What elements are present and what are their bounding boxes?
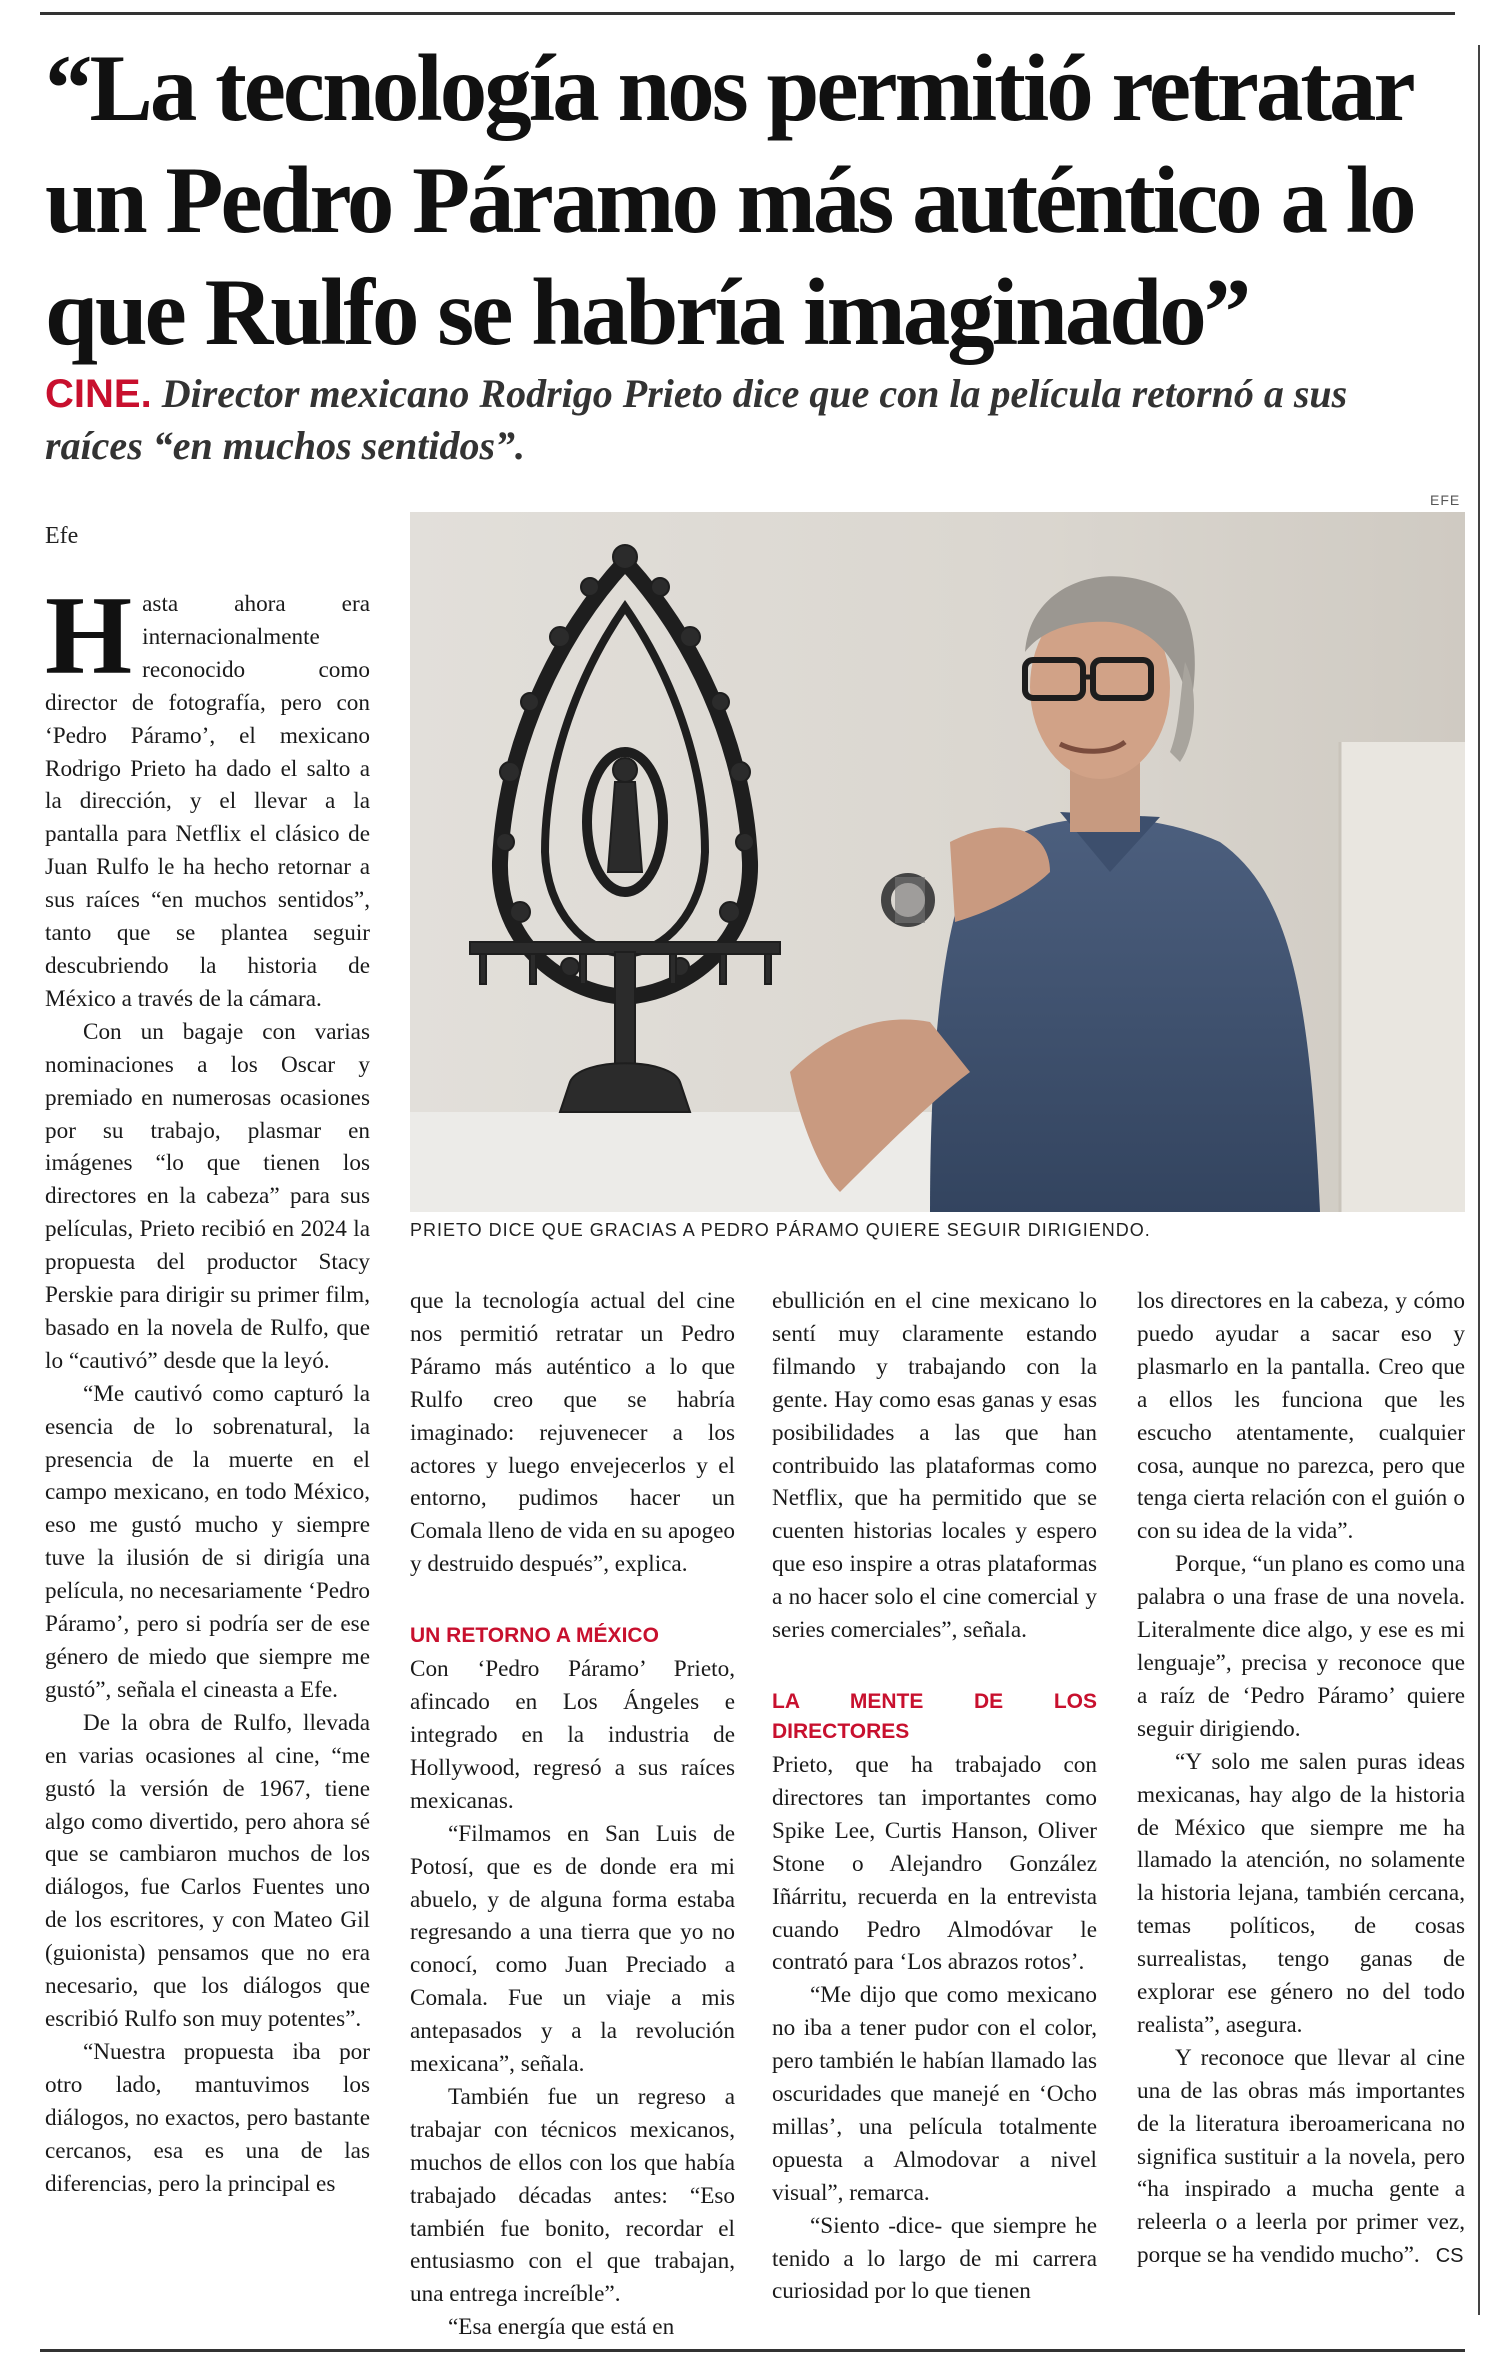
- article-paragraph: “Me cautivó como capturó la esencia de lo sobrenatural, la presencia de la muerte en el campo mexicano, en todo México, eso me gustó mucho y siempre tuve la ilusión de si dirigía una película, no necesariamente ‘Pedro Páramo’, pero si podría ser de ese género de miedo que siempre me gustó”, señala el cineasta a Efe.: [45, 1380, 370, 1703]
- article-paragraph: Y reconoce que llevar al cine una de las obras más importantes de la literatura iberoamericana no significa sustituir a la novela, pero “ha inspirado a mucha gente a releerla o a leerla por primer vez, porque se ha vendido mucho”. CS: [1137, 2044, 1465, 2269]
- article-paragraph: Prieto, que ha trabajado con directores tan importantes como Spike Lee, Curtis Hanson, Oliver Stone o Alejandro González Iñárritu, recuerda en la entrevista cuando Pedro Almodóvar le contrató para ‘Los abrazos rotos’.: [772, 1751, 1097, 1976]
- end-of-article-mark: CS: [1435, 2245, 1464, 2268]
- photo-credit: EFE: [1430, 492, 1461, 508]
- article-photo: [410, 512, 1465, 1212]
- headline: “La tecnología nos permitió retratar un Pedro Páramo más auténtico a lo que Rulfo se habría imaginado”: [45, 35, 1414, 365]
- article-paragraph: Porque, “un plano es como una palabra o una frase de una novela. Literalmente dice algo, y ese es mi lenguaje”, precisa y reconoce que a raíz de ‘Pedro Páramo’ quiere seguir dirigiendo.: [1137, 1551, 1465, 1742]
- article-paragraph: También fue un regreso a trabajar con técnicos mexicanos, muchos de ellos con los que había trabajado décadas antes: “Eso también fue bonito, recordar el entusiasmo con el que trabajan, una entrega increíble”.: [410, 2083, 735, 2308]
- article-column-2: [410, 1285, 735, 2344]
- section-label: CINE.: [45, 372, 152, 416]
- article-paragraph: que la tecnología actual del cine nos permitió retratar un Pedro Páramo más auténtico a lo que Rulfo creo que se habría imaginado: rejuvenecer a los actores y luego envejecerlos y el entorno, pudimos hacer un Comala lleno de vida en su apogeo y destruido después”, explica.: [410, 1288, 735, 1578]
- dropcap-letter: H: [45, 574, 133, 698]
- photo-illustration: [410, 512, 1465, 1212]
- subhead-la-mente-de-los-directores: LA MENTE DE LOS DIRECTORES: [772, 1689, 1097, 1743]
- subhead-un-retorno-a-mexico: UN RETORNO A MÉXICO: [410, 1624, 659, 1648]
- article-paragraph: “Filmamos en San Luis de Potosí, que es de donde era mi abuelo, y de alguna forma estaba regresando a una tierra que yo no conocí, como Juan Preciado a Comala. Fue un viaje a mis antepasados y a la revolución mexicana”, señala.: [410, 1820, 735, 2078]
- byline: Efe: [45, 523, 79, 549]
- article-paragraph: “Y solo me salen puras ideas mexicanas, hay algo de la historia de México que siempre me ha llamado la atención, no solamente la historia lejana, también cercana, temas políticos, de cosas surrealistas, tengo ganas de explorar ese género no del todo realista”, asegura.: [1137, 1748, 1465, 2038]
- bottom-rule: [40, 2349, 1465, 2352]
- article-paragraph: “Siento -dice- que siempre he tenido a lo largo de mi carrera curiosidad por lo que tienen: [772, 2212, 1097, 2305]
- article-paragraph: ebullición en el cine mexicano lo sentí muy claramente estando filmando y trabajando con la gente. Hay como esas ganas y esas posibilidades a las que han contribuido las plataformas como Netflix, que ha permitido que se cuenten historias locales y espero que eso inspire a otras plataformas a no hacer solo el cine comercial y series comerciales”, señala.: [772, 1288, 1097, 1644]
- deck: [45, 368, 1445, 472]
- right-column-rule: [1478, 45, 1480, 2315]
- article-paragraph: “Me dijo que como mexicano no iba a tener pudor con el color, pero también le habían llamado las oscuridades que manejé en ‘Ocho millas’, una película totalmente opuesta a Almodovar a nivel visual”, remarca.: [772, 1982, 1097, 2206]
- article-paragraph: “Esa energía que está en: [448, 2314, 675, 2341]
- article-paragraph: Con un bagaje con varias nominaciones a los Oscar y premiado en numerosas ocasiones por su trabajo, plasmar en imágenes “lo que tienen los directores en la cabeza” para sus películas, Prieto recibió en 2024 la propuesta del productor Stacy Perskie para dirigir su primer film, basado en la novela de Rulfo, que lo “cautivó” desde que la leyó.: [45, 1018, 370, 1374]
- article-column-1: [45, 574, 370, 2200]
- article-paragraph: De la obra de Rulfo, llevada en varias ocasiones al cine, “me gustó la versión de 1967, tiene algo como divertido, pero ahora sé que se cambiaron muchos de los diálogos, fue Carlos Fuentes uno de los escritores, y con Mateo Gil (guionista) pensamos que no era necesario, que los diálogos que escribió Rulfo son muy potentes”.: [45, 1709, 370, 2032]
- top-rule: [40, 12, 1455, 15]
- article-paragraph: Hasta ahora era internacionalmente reconocido como director de fotografía, pero con ‘Pedro Páramo’, el mexicano Rodrigo Prieto ha dado el salto a la dirección, y el llevar a la pantalla para Netflix el clásico de Juan Rulfo le ha hecho retornar a sus raíces “en muchos sentidos”, tanto que se plantea seguir descubriendo la historia de México a través de la cámara.: [45, 574, 370, 1012]
- article-paragraph: Con ‘Pedro Páramo’ Prieto, afincado en Los Ángeles e integrado en la industria de Hollywood, regresó a sus raíces mexicanas.: [410, 1656, 735, 1814]
- article-paragraph: los directores en la cabeza, y cómo puedo ayudar a sacar eso y plasmarlo en la pantalla. Creo que a ellos les funciona que les escucho atentamente, cualquier cosa, aunque no parezca, pero que tenga cierta relación con el guión o con su idea de la vida”.: [1137, 1288, 1465, 1545]
- deck-text: Director mexicano Rodrigo Prieto dice que con la película retornó a sus raíces “en muchos sentidos”.: [45, 371, 1348, 468]
- article-paragraph: “Nuestra propuesta iba por otro lado, mantuvimos los diálogos, no exactos, pero bastante cercanos, esa es una de las diferencias, pero la principal es: [45, 2038, 370, 2197]
- photo-caption: PRIETO DICE QUE GRACIAS A PEDRO PÁRAMO QUIERE SEGUIR DIRIGIENDO.: [410, 1220, 1151, 1240]
- article-column-4: [1137, 1285, 1465, 2273]
- article-column-3: [772, 1285, 1097, 2308]
